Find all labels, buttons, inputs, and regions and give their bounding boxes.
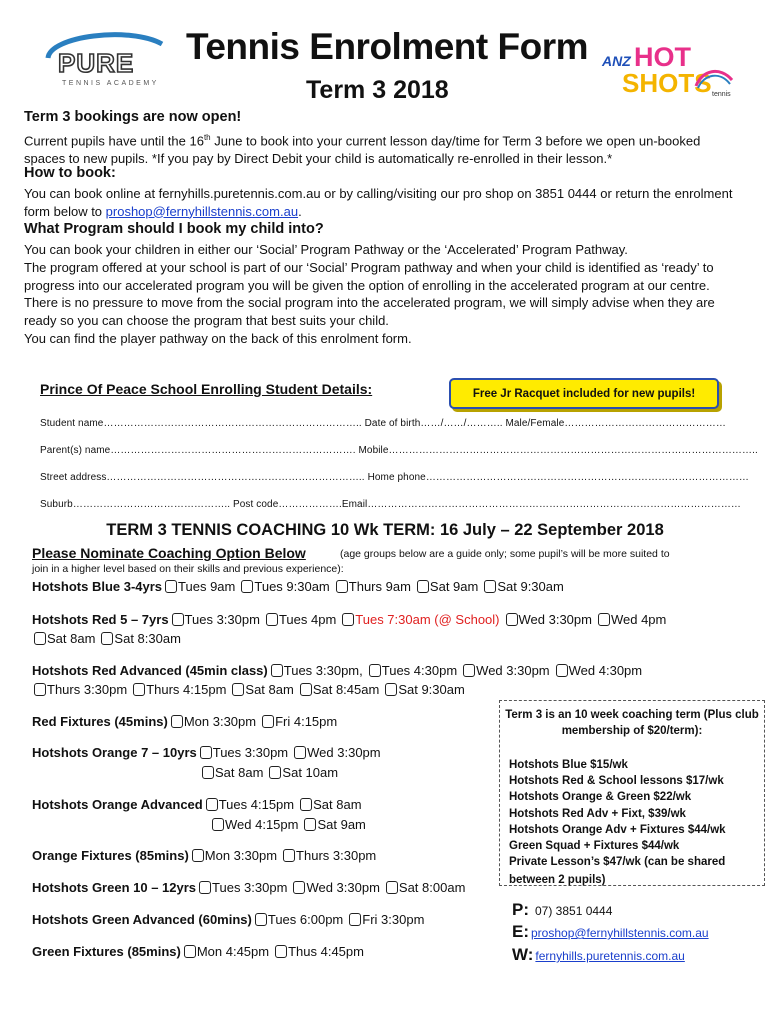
session-option[interactable]	[169, 714, 260, 729]
coaching-row	[32, 944, 368, 959]
contact-phone: P: 07) 3851 0444	[512, 900, 613, 919]
session-option[interactable]	[182, 944, 273, 959]
coaching-term-heading: TERM 3 TENNIS COACHING 10 Wk TERM: 16 July – 22 September 2018	[106, 521, 664, 539]
session-label: Wed 3:30pm	[518, 612, 592, 627]
session-label: Wed 4:30pm	[568, 663, 643, 678]
session-checkbox[interactable]	[349, 913, 361, 926]
session-checkbox[interactable]	[165, 580, 177, 593]
session-option[interactable]	[340, 612, 503, 627]
session-label: Tues 3:30pm	[212, 880, 288, 895]
session-label: Wed 3:30pm	[307, 745, 381, 760]
session-option[interactable]	[32, 682, 131, 697]
session-label: Tues 4:15pm	[218, 797, 295, 812]
session-label: Tues 4pm	[278, 612, 337, 627]
session-checkbox[interactable]	[598, 613, 610, 626]
form-title: Tennis Enrolment Form	[186, 26, 589, 67]
session-checkbox[interactable]	[506, 613, 518, 626]
session-option[interactable]	[298, 797, 365, 812]
session-option[interactable]	[210, 817, 302, 832]
session-option[interactable]	[197, 880, 291, 895]
session-label: Tues 7:30am (@ School)	[355, 612, 500, 627]
session-checkbox[interactable]	[192, 849, 204, 862]
session-option[interactable]	[267, 765, 342, 780]
session-option[interactable]	[260, 714, 341, 729]
session-label: Mon 3:30pm	[204, 848, 278, 863]
session-checkbox[interactable]	[484, 580, 496, 593]
free-racquet-callout: Free Jr Racquet included for new pupils!	[449, 378, 719, 409]
nominate-heading: Please Nominate Coaching Option Below	[32, 545, 306, 561]
price-item: Hotshots Blue $15/wk	[509, 759, 628, 771]
session-option[interactable]	[334, 579, 415, 594]
session-option[interactable]	[230, 682, 297, 697]
svg-text:TENNIS ACADEMY: TENNIS ACADEMY	[62, 80, 159, 87]
contact-web: W: fernyhills.puretennis.com.au	[512, 945, 685, 964]
session-checkbox[interactable]	[556, 664, 568, 677]
session-option[interactable]	[482, 579, 568, 594]
session-label: Thurs 4:15pm	[146, 682, 227, 697]
session-checkbox[interactable]	[283, 849, 295, 862]
session-option[interactable]	[281, 848, 380, 863]
pure-tennis-logo	[40, 28, 168, 88]
coaching-row	[32, 631, 185, 646]
program-name: Hotshots Red Advanced (45min class)	[32, 663, 268, 678]
session-label: Sat 8am	[47, 631, 96, 646]
session-checkbox[interactable]	[385, 683, 397, 696]
suburb-postcode-email-field[interactable]: Suburb……………………………………….. Post code……………….Email…………………………………………………………………………………………………	[40, 499, 742, 510]
pricing-heading: Term 3 is an 10 week coaching term (Plus club membership of $20/term):	[505, 709, 759, 737]
price-item: Hotshots Red Adv + Fixt, $39/wk	[509, 807, 686, 820]
session-label: Mon 4:45pm	[196, 944, 270, 959]
session-checkbox[interactable]	[269, 766, 281, 779]
session-label: Thus 4:45pm	[288, 944, 364, 959]
session-option[interactable]	[302, 817, 369, 832]
session-option[interactable]	[200, 765, 267, 780]
session-label: Thurs 3:30pm	[296, 848, 377, 863]
session-label: Sat 8:30am	[114, 631, 181, 646]
form-subtitle: Term 3 2018	[306, 76, 449, 104]
session-option[interactable]	[415, 579, 482, 594]
session-checkbox[interactable]	[369, 664, 381, 677]
session-checkbox[interactable]	[200, 746, 212, 759]
contact-email: E: proshop@fernyhillstennis.com.au	[512, 922, 709, 941]
session-checkbox[interactable]	[199, 881, 211, 894]
session-checkbox[interactable]	[271, 664, 283, 677]
session-option[interactable]	[239, 579, 333, 594]
session-label: Tues 9:30am	[254, 579, 330, 594]
session-checkbox[interactable]	[294, 746, 306, 759]
session-option[interactable]	[32, 631, 99, 646]
price-item: between 2 pupils)	[509, 874, 606, 887]
coaching-row	[32, 797, 366, 812]
how-to-book-paragraph: You can book online at fernyhills.puretennis.com.au or by calling/visiting our pro shop on 3851 0444 or return the enrolment form below to proshop@fernyhillstennis.com.au.	[24, 186, 733, 219]
nominate-note: (age groups below are a guide only; some pupil’s will be more suited to	[340, 548, 670, 560]
session-checkbox[interactable]	[255, 913, 267, 926]
session-checkbox[interactable]	[300, 798, 312, 811]
price-item: Private Lesson’s $47/wk (can be shared	[509, 856, 726, 869]
coaching-row	[210, 817, 370, 832]
session-option[interactable]	[273, 944, 368, 959]
student-name-dob-gender-field[interactable]: Student name………………………………………………………………….. Date of birth……/……/……….. Male/Female…………………………………………	[40, 418, 726, 429]
session-option[interactable]	[204, 797, 298, 812]
coaching-row	[32, 579, 568, 594]
session-option[interactable]	[367, 663, 461, 678]
session-checkbox[interactable]	[232, 683, 244, 696]
session-label: Fri 4:15pm	[275, 714, 338, 729]
session-label: Tues 4:30pm	[381, 663, 458, 678]
parent-mobile-field[interactable]: Parent(s) name………………………………………………………………. Mobile………………………………………………………………………………………………..	[40, 445, 758, 456]
phone-number[interactable]: 07) 3851 0444	[535, 904, 613, 918]
session-checkbox[interactable]	[212, 818, 224, 831]
session-label: Wed 3:30pm	[476, 663, 550, 678]
price-item: Hotshots Red & School lessons $17/wk	[509, 775, 724, 788]
price-item: Green Squad + Fixtures $44/wk	[509, 840, 680, 853]
price-item: Hotshots Orange & Green $22/wk	[509, 791, 692, 804]
pricing-box	[499, 700, 765, 886]
program-name: Hotshots Blue 3-4yrs	[32, 579, 163, 594]
student-details-title: Prince Of Peace School Enrolling Student Details:	[40, 381, 373, 397]
svg-text:SHOTS: SHOTS	[622, 68, 712, 98]
session-option[interactable]	[131, 682, 230, 697]
svg-text:PURE: PURE	[58, 48, 135, 78]
session-checkbox[interactable]	[34, 632, 46, 645]
session-checkbox[interactable]	[34, 683, 46, 696]
session-option[interactable]	[291, 880, 383, 895]
coaching-row	[32, 714, 341, 729]
session-label: Sat 9am	[317, 817, 366, 832]
contact-email-link[interactable]: proshop@fernyhillstennis.com.au	[531, 926, 709, 940]
program-name: Red Fixtures (45mins)	[32, 714, 168, 729]
session-checkbox[interactable]	[266, 613, 278, 626]
session-option[interactable]	[253, 912, 347, 927]
session-checkbox[interactable]	[293, 881, 305, 894]
session-label: Sat 8am	[313, 797, 362, 812]
program-name: Hotshots Red 5 – 7yrs	[32, 612, 169, 627]
session-checkbox[interactable]	[241, 580, 253, 593]
program-name: Green Fixtures (85mins)	[32, 944, 181, 959]
session-checkbox[interactable]	[304, 818, 316, 831]
session-option[interactable]	[596, 612, 670, 627]
session-label: Sat 9:30am	[497, 579, 564, 594]
session-option[interactable]	[264, 612, 340, 627]
pricing-list	[509, 757, 764, 889]
session-label: Wed 4:15pm	[225, 817, 299, 832]
heading-which-program: What Program should I book my child into?	[24, 221, 324, 237]
session-label: Thurs 9am	[348, 579, 411, 594]
session-option[interactable]	[163, 579, 239, 594]
address-homephone-field[interactable]: Street address………………………………………………………………….. Home phone……………………………………………………………………………………	[40, 472, 750, 483]
email-link[interactable]: proshop@fernyhillstennis.com.au	[105, 203, 299, 219]
session-checkbox[interactable]	[275, 945, 287, 958]
session-checkbox[interactable]	[206, 798, 218, 811]
session-checkbox[interactable]	[101, 632, 113, 645]
svg-text:tennis: tennis	[712, 91, 731, 98]
session-option[interactable]	[170, 612, 264, 627]
session-option[interactable]	[292, 745, 384, 760]
session-label: Sat 8:45am	[312, 682, 380, 697]
program-paragraph-2: The program offered at your school is part of our ‘Social’ Program pathway and when your child is identified as ‘ready’ to progress into our accelerated program you will be given the option of enrolling in the accelerated program at our centre. There is no pressure to move from the social program into the accelerated program, we will simply advise when they are ready so you can choose the program that best suits your child.	[24, 260, 715, 328]
session-checkbox[interactable]	[336, 580, 348, 593]
price-item: Hotshots Orange Adv + Fixtures $44/wk	[509, 823, 726, 836]
bookings-paragraph: Current pupils have until the 16th June to book into your current lesson day/time for Term 3 before we open un-booked spaces to new pupils. *If you pay by Direct Debit your child is automatically re-enrolled in their lesson.*	[24, 133, 701, 166]
session-label: Tues 3:30pm	[184, 612, 260, 627]
session-option[interactable]	[347, 912, 428, 927]
session-label: Wed 3:30pm	[306, 880, 380, 895]
heading-how-to-book: How to book:	[24, 165, 116, 181]
session-checkbox[interactable]	[386, 881, 398, 894]
session-checkbox[interactable]	[300, 683, 312, 696]
svg-text:HOT: HOT	[634, 42, 691, 72]
anz-hot-shots-logo	[600, 36, 736, 100]
session-checkbox[interactable]	[463, 664, 475, 677]
coaching-row	[32, 745, 385, 760]
svg-text:ANZ: ANZ	[602, 53, 631, 69]
program-name: Hotshots Green Advanced (60mins)	[32, 912, 252, 927]
heading-bookings-open: Term 3 bookings are now open!	[24, 109, 242, 125]
session-option[interactable]	[504, 612, 596, 627]
session-checkbox[interactable]	[417, 580, 429, 593]
session-option[interactable]	[461, 663, 553, 678]
program-paragraph-3: You can find the player pathway on the back of this enrolment form.	[24, 331, 412, 346]
program-name: Orange Fixtures (85mins)	[32, 848, 189, 863]
session-label: Sat 9:30am	[398, 682, 465, 697]
session-checkbox[interactable]	[172, 613, 184, 626]
session-option[interactable]	[383, 682, 469, 697]
coaching-row	[200, 765, 342, 780]
session-label: Mon 3:30pm	[183, 714, 257, 729]
coaching-row	[32, 848, 380, 863]
session-label: Sat 10am	[282, 765, 339, 780]
coaching-row	[32, 612, 670, 627]
coaching-row	[32, 880, 469, 895]
session-label: Fri 3:30pm	[362, 912, 425, 927]
session-checkbox[interactable]	[262, 715, 274, 728]
session-label: Tues 6:00pm	[267, 912, 344, 927]
program-name: Hotshots Orange Advanced	[32, 797, 203, 812]
session-option[interactable]	[198, 745, 292, 760]
session-label: Thurs 3:30pm	[47, 682, 128, 697]
session-option[interactable]	[190, 848, 281, 863]
session-checkbox[interactable]	[171, 715, 183, 728]
program-name: Hotshots Green 10 – 12yrs	[32, 880, 197, 895]
session-label: Tues 3:30pm	[212, 745, 289, 760]
nominate-note-cont: join in a higher level based on their skills and previous experience):	[32, 563, 344, 575]
session-option[interactable]	[298, 682, 384, 697]
session-label: Sat 8:00am	[398, 880, 466, 895]
session-option[interactable]	[269, 663, 367, 678]
session-checkbox[interactable]	[184, 945, 196, 958]
session-option[interactable]	[99, 631, 185, 646]
coaching-row	[32, 682, 469, 697]
session-label: Sat 8am	[245, 682, 294, 697]
session-label: Tues 9am	[178, 579, 236, 594]
session-label: Sat 8am	[215, 765, 264, 780]
coaching-row	[32, 912, 428, 927]
session-checkbox[interactable]	[202, 766, 214, 779]
session-label: Wed 4pm	[610, 612, 667, 627]
contact-web-link[interactable]: fernyhills.puretennis.com.au	[535, 949, 685, 963]
session-checkbox[interactable]	[133, 683, 145, 696]
program-paragraph-1: You can book your children in either our ‘Social’ Program Pathway or the ‘Accelerated’ Program Pathway.	[24, 242, 628, 257]
program-name: Hotshots Orange 7 – 10yrs	[32, 745, 197, 760]
session-option[interactable]	[384, 880, 470, 895]
session-label: Sat 9am	[429, 579, 479, 594]
session-label: Tues 3:30pm,	[283, 663, 363, 678]
session-checkbox[interactable]	[342, 613, 354, 626]
coaching-row	[32, 663, 646, 678]
session-option[interactable]	[554, 663, 646, 678]
